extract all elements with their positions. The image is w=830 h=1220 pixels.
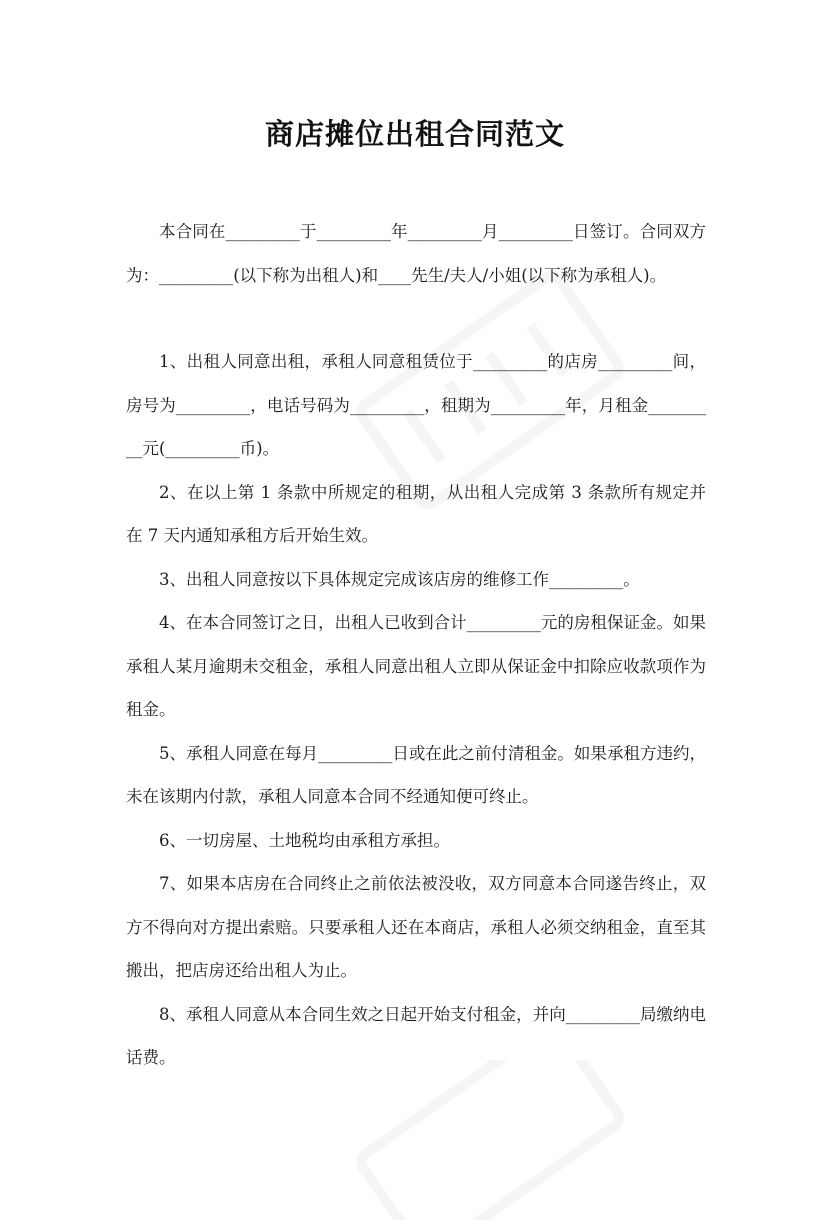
clause-3: 3、出租人同意按以下具体规定完成该店房的维修工作_________。 xyxy=(159,569,640,589)
clause-4: 4、在本合同签订之日，出租人已收到合计_________元的房租保证金。如果承租人某月逾期未交租金，承租人同意出租人立即从保证金中扣除应收款项作为租金。 xyxy=(126,613,706,719)
watermark-stamp-bottom xyxy=(330,1060,650,1220)
clause-6: 6、一切房屋、土地税均由承租方承担。 xyxy=(159,830,450,850)
clause-8: 8、承租人同意从本合同生效之日起开始支付租金，并向_________局缴纳电话费。 xyxy=(126,1004,706,1067)
intro-paragraph: 本合同在_________于_________年_________月_________日签订。合同双方为：_________(以下称为出租人)和____先生/夫人/小姐(以下称为承租人)。 xyxy=(126,222,706,285)
clause-7: 7、如果本店房在合同终止之前依法被没收，双方同意本合同遂告终止，双方不得向对方提出索赔。只要承租人还在本商店，承租人必须交纳租金，直至其搬出，把店房还给出租人为止。 xyxy=(126,874,706,980)
clause-1: 1、出租人同意出租，承租人同意租赁位于_________的店房_________间，房号为_________，电话号码为_________，租期为_________年，月租金_________元(_________币)。 xyxy=(126,352,706,458)
clause-5: 5、承租人同意在每月_________日或在此之前付清租金。如果承租方违约，未在该期内付款，承租人同意本合同不经通知便可终止。 xyxy=(126,743,706,806)
clauses-block xyxy=(126,340,706,1080)
intro-block xyxy=(126,210,706,297)
clause-2: 2、在以上第 1 条款中所规定的租期，从出租人完成第 3 条款所有规定并在 7 天内通知承租方后开始生效。 xyxy=(126,482,706,545)
page-title: 商店摊位出租合同范文 xyxy=(264,117,565,151)
